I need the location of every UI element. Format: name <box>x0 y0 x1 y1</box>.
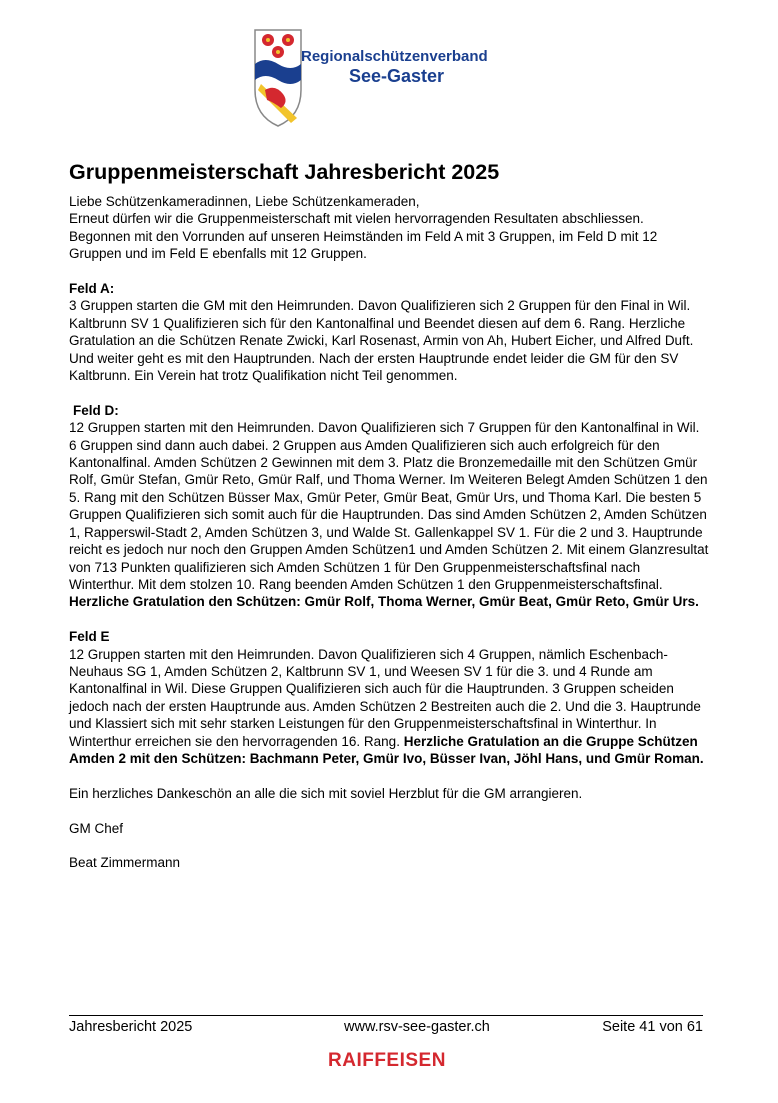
thanks-paragraph: Ein herzliches Dankeschön an alle die sich mit soviel Herzblut für die GM arrangieren. <box>69 785 583 801</box>
feld-e-text: 12 Gruppen starten mit den Heimrunden. Davon Qualifizieren sich 4 Gruppen, nämlich Eschenbach-Neuhaus SG 1, Amden Schützen 2, Kaltbrunn SV 1, und Weesen SV 1 für die 3. und 4 Runde am Kantonalfinal in Wil. Diese Gruppen Qualifizieren sich auch für die Hauptrunden. 3 Gruppen scheiden jedoch nach der ersten Hauptrunde aus. Amden Schützen 2 Bestreiten auch die 2. Und die 3. Hauptrunde und Klassiert sich mit sehr starken Leistungen für den Gruppenmeisterschaftsfinal in Winterthur. In Winterthur erreichen sie den hervorragenden 16. Rang. <box>69 646 701 749</box>
coat-of-arms-icon <box>253 28 303 128</box>
footer-page-number: Seite 41 von 61 <box>602 1019 703 1035</box>
header-logo <box>253 28 523 128</box>
footer-left: Jahresbericht 2025 <box>69 1019 193 1035</box>
report-body <box>69 193 709 872</box>
intro-paragraph: Erneut dürfen wir die Gruppenmeisterschaft mit vielen hervorragenden Resultaten abschliessen. Begonnen mit den Vorrunden auf unseren Heimständen im Feld A mit 3 Gruppen, im Feld D mit 12 Gruppen und im Feld E ebenfalls mit 12 Gruppen. <box>69 211 658 262</box>
feld-d-text: 12 Gruppen starten mit den Heimrunden. Davon Qualifizieren sich 7 Gruppen für den Kantonalfinal in Wil. 6 Gruppen sind dann auch dabei. 2 Gruppen aus Amden Qualifizieren sich auch erfolgreich für den Kantonalfinal. Amden Schützen 2 Gewinnen mit dem 3. Platz die Bronzemedaille mit den Schützen Gmür Rolf, Gmür Stefan, Gmür Reto, Gmür Ralf, und Thoma Werner. Im Weiteren Belegt Amden Schützen 1 den 5. Rang mit den Schützen Büsser Max, Gmür Peter, Gmür Beat, Gmür Urs, und Thoma Karl. Die besten 5 Gruppen Qualifizieren sich somit auch für die Hauptrunden. Das sind Amden Schützen 2, Amden Schützen 1, Rapperswil-Stadt 2, Amden Schützen 3, und Walde St. Gallenkappel SV 1. Für die 2 und 3. Hauptrunde reicht es jedoch nur noch den Gruppen Amden Schützen1 und Amden Schützen 2. Mit einem Glanzresultat von 713 Punkten qualifizieren sich Amden Schützen 1 für Den Gruppenmeisterschaftsfinal nach Winterthur. Mit dem stolzen 10. Rang beenden Amden Schützen 1 den Gruppenmeisterschaftsfinal. <box>69 420 709 592</box>
feld-e-congrats: Herzliche Gratulation an die Gruppe Schützen Amden 2 mit den Schützen: Bachmann Peter, Gmür Ivo, Büsser Ivan, Jöhl Hans, und Gmür Roman. <box>69 733 704 766</box>
feld-d-paragraph <box>69 419 709 610</box>
signature-name: Beat Zimmermann <box>69 855 181 871</box>
feld-d-congrats: Herzliche Gratulation den Schützen: Gmür Rolf, Thoma Werner, Gmür Beat, Gmür Reto, Gmür Urs. <box>69 594 699 610</box>
salutation: Liebe Schützenkameradinnen, Liebe Schützenkameraden, <box>69 194 420 209</box>
feld-d-heading: Feld D: <box>73 402 119 418</box>
feld-a-paragraph: 3 Gruppen starten die GM mit den Heimrunden. Davon Qualifizieren sich 2 Gruppen für den Final in Wil. Kaltbrunn SV 1 Qualifizieren sich für den Kantonalfinal und Beendet diesen auf dem 6. Rang. Herzliche Gratulation an die Schützen Renate Zwicki, Karl Rosenast, Armin von Ah, Hubert Eicher, und Alfred Duft. Und weiter geht es mit den Hauptrunden. Nach der ersten Hauptrunde endet leider die GM für den SV Kaltbrunn. Ein Verein hat trotz Qualifikation nicht Teil genommen. <box>69 298 694 384</box>
logo-line2: See-Gaster <box>349 66 445 86</box>
page-title: Gruppenmeisterschaft Jahresbericht 2025 <box>69 160 500 184</box>
signature-role: GM Chef <box>69 820 124 836</box>
logo-line1: Regionalschützenverband <box>301 48 488 65</box>
footer-website: www.rsv-see-gaster.ch <box>344 1019 490 1035</box>
feld-a-heading: Feld A: <box>69 281 115 297</box>
footer-divider <box>69 1015 703 1016</box>
feld-e-heading: Feld E <box>69 629 110 645</box>
sponsor-logo: RAIFFEISEN <box>328 1050 446 1071</box>
feld-e-paragraph <box>69 646 709 768</box>
